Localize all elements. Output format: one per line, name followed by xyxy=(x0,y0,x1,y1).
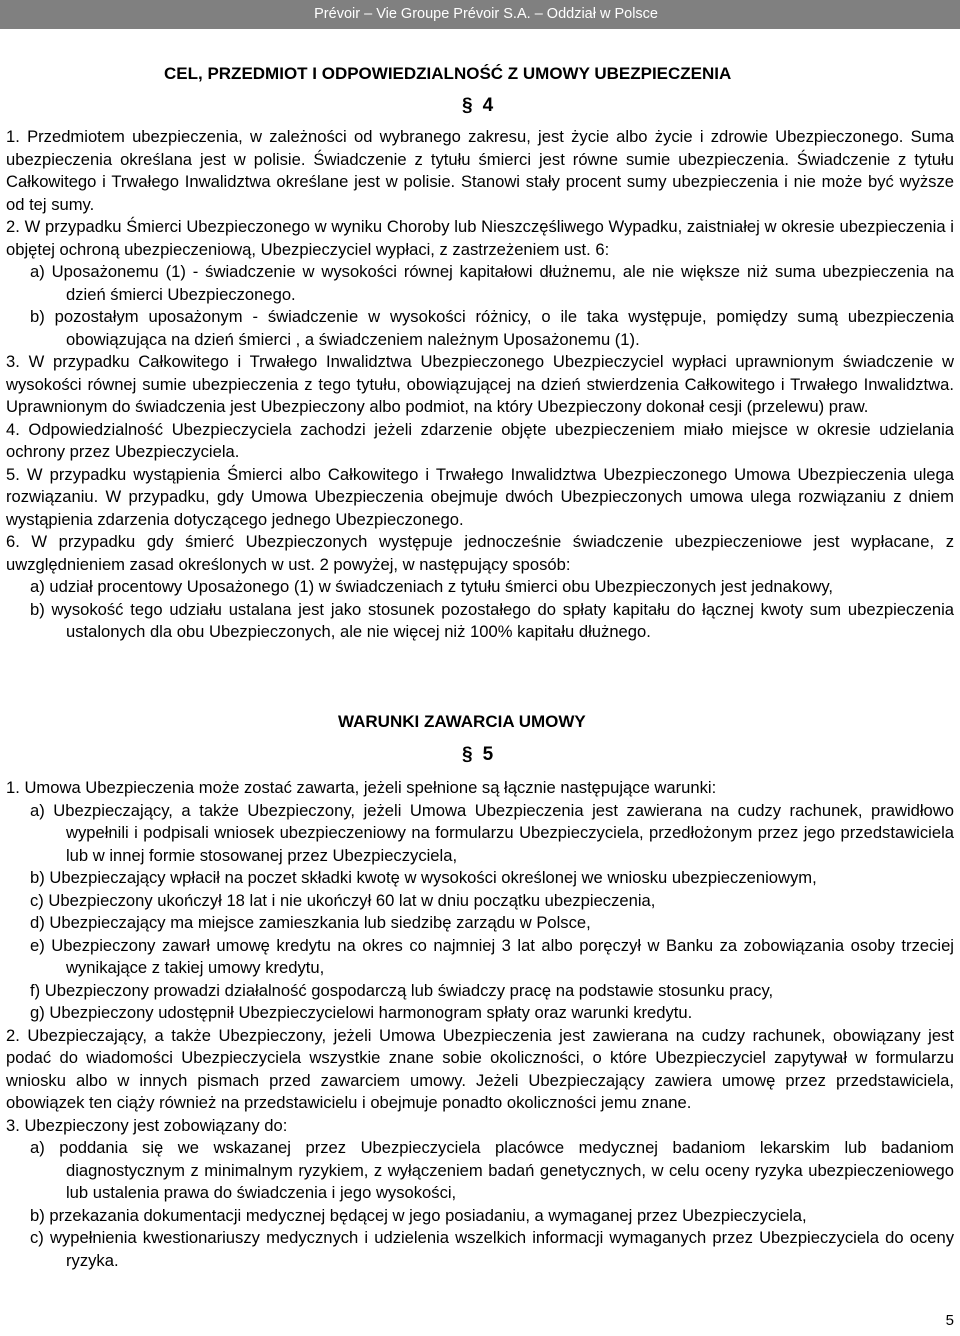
section-2-body xyxy=(0,777,960,1272)
clause-5-3: 3. Ubezpieczony jest zobowiązany do: xyxy=(6,1115,288,1135)
clause-2: 2. W przypadku Śmierci Ubezpieczonego w wyniku Choroby lub Nieszczęśliwego Wypadku, zaistniałej w okresie ubezpieczenia i objętej ochroną ubezpieczeniową, Ubezpieczyciel wypłaci, z zastrzeżeniem ust. 6: xyxy=(6,217,954,259)
clause-2a: a) Uposażonemu (1) - świadczenie w wysokości równej kapitałowi dłużnemu, ale nie większe niż suma ubezpieczenia na dzień śmierci Ubezpieczonego. xyxy=(30,262,954,304)
clause-5-3b: b) przekazania dokumentacji medycznej będącej w jego posiadaniu, a wymaganej przez Ubezpieczyciela, xyxy=(30,1205,807,1225)
clause-5-1c: c) Ubezpieczony ukończył 18 lat i nie ukończył 60 lat w dniu początku ubezpieczenia, xyxy=(30,890,656,910)
clause-5-1b: b) Ubezpieczający wpłacił na poczet składki kwotę w wysokości określonej we wniosku ubezpieczeniowym, xyxy=(30,868,817,887)
clause-5: 5. W przypadku wystąpienia Śmierci albo Całkowitego i Trwałego Inwalidztwa Ubezpieczonego Umowa Ubezpieczenia ulega rozwiązaniu. W przypadku, gdy Umowa Ubezpieczenia obejmuje dwóch Ubezpieczonych umowa ulega rozwiązaniu z dniem wystąpienia zdarzenia dotyczącego jednego Ubezpieczonego. xyxy=(6,464,954,529)
clause-6: 6. W przypadku gdy śmierć Ubezpieczonych występuje jednocześnie świadczenie ubezpieczeniowe jest wypłacane, z uwzględnieniem zasad określonych w ust. 2 powyżej, w następujący sposób: xyxy=(6,532,954,574)
clause-3: 3. W przypadku Całkowitego i Trwałego Inwalidztwa Ubezpieczonego Ubezpieczyciel wypłaci uprawnionym świadczenie w wysokości równej sumie ubezpieczenia z tego tytułu, obowiązującej na dzień stwierdzenia Całkowitego i Trwałego Inwalidztwa. Uprawnionym do świadczenia jest Ubezpieczony albo podmiot, na który Ubezpieczony dokonał cesji (przelewu) praw. xyxy=(6,352,954,416)
clause-5-1g: g) Ubezpieczony udostępnił Ubezpieczycielowi harmonogram spłaty oraz warunki kredytu. xyxy=(30,1003,693,1022)
section-number-5 xyxy=(462,744,493,766)
clause-2b: b) pozostałym uposażonym - świadczenie w wysokości różnicy, o ile taka występuje, pomiędzy sumą ubezpieczenia obowiązująca na dzień śmierci , a świadczeniem należnym Uposażonemu (1). xyxy=(30,307,954,349)
paragraph-symbol: § xyxy=(462,95,473,116)
section-1-body xyxy=(0,126,960,644)
clause-5-1d: d) Ubezpieczający ma miejsce zamieszkania lub siedzibę zarządu w Polsce, xyxy=(30,913,591,932)
document-header xyxy=(0,0,960,29)
clause-1: 1. Przedmiotem ubezpieczenia, w zależności od wybranego zakresu, jest życie albo życie i zdrowie Ubezpieczonego. Suma ubezpieczenia określana jest w polisie. Świadczenie z tytułu śmierci jest równe sumie ubezpieczenia. Świadczenie z tytułu Całkowitego i Trwałego Inwalidztwa określane jest w polisie. Stanowi stały procent sumy ubezpieczenia i nie może być wyższe od tej sumy. xyxy=(6,127,954,214)
section-heading-2: WARUNKI ZAWARCIA UMOWY xyxy=(338,712,586,731)
paragraph-symbol: § xyxy=(462,744,473,765)
section-heading-1: CEL, PRZEDMIOT I ODPOWIEDZIALNOŚĆ Z UMOWY UBEZPIECZENIA xyxy=(164,64,732,83)
section-number: 4 xyxy=(482,95,494,116)
clause-6b: b) wysokość tego udziału ustalana jest jako stosunek pozostałego do spłaty kapitału do łącznej kwoty sum ubezpieczenia ustalonych dla obu Ubezpieczonych, ale nie więcej niż 100% kapitału dłużnego. xyxy=(30,599,954,641)
section-number-4 xyxy=(462,95,493,117)
clause-5-1e: e) Ubezpieczony zawarł umowę kredytu na okres co najmniej 3 lat albo poręczył w Banku za zobowiązania osoby trzeciej wynikające z takiej umowy kredytu, xyxy=(30,935,954,977)
clause-6a: a) udział procentowy Uposażonego (1) w świadczeniach z tytułu śmierci obu Ubezpieczonych jest jednakowy, xyxy=(30,577,834,596)
clause-5-2: 2. Ubezpieczający, a także Ubezpieczony, jeżeli Umowa Ubezpieczenia jest zawierana na cudzy rachunek, obowiązany jest podać do wiadomości Ubezpieczyciela wszystkie znane sobie okoliczności, o które Ubezpieczyciel zapytywał w formularzu wniosku albo w innych pismach przed zawarciem umowy. Jeżeli Ubezpieczający zawiera umowę przez przedstawiciela, obowiązek ten ciąży również na przedstawicielu i obejmuje ponadto okoliczności jemu znane. xyxy=(6,1025,954,1112)
section-number: 5 xyxy=(482,744,494,765)
header-text: Prévoir – Vie Groupe Prévoir S.A. – Oddział w Polsce xyxy=(314,6,658,22)
clause-5-3c: c) wypełnienia kwestionariuszy medycznych i udzielenia wszelkich informacji wymaganych przez Ubezpieczyciela do oceny ryzyka. xyxy=(30,1228,954,1270)
clause-5-1f: f) Ubezpieczony prowadzi działalność gospodarczą lub świadczy pracę na podstawie stosunku pracy, xyxy=(30,980,774,1000)
page-number: 5 xyxy=(945,1312,954,1329)
clause-5-1: 1. Umowa Ubezpieczenia może zostać zawarta, jeżeli spełnione są łącznie następujące warunki: xyxy=(6,778,717,797)
clause-5-1a: a) Ubezpieczający, a także Ubezpieczony, jeżeli Umowa Ubezpieczenia jest zawierana na cudzy rachunek, prawidłowo wypełnili i podpisali wniosek ubezpieczeniowy na formularzu Ubezpieczyciela, przedłożonym przez jego przedstawiciela lub w innej formie stosowanej przez Ubezpieczyciela, xyxy=(30,800,954,865)
clause-4: 4. Odpowiedzialność Ubezpieczyciela zachodzi jeżeli zdarzenie objęte ubezpieczeniem miało miejsce w okresie udzielania ochrony przez Ubezpieczyciela. xyxy=(6,419,954,461)
clause-5-3a: a) poddania się we wskazanej przez Ubezpieczyciela placówce medycznej badaniom lekarskim lub badaniom diagnostycznym z minimalnym ryzykiem, z wyłączeniem badań genetycznych, w celu oceny ryzyka ubezpieczeniowego lub ustalenia prawa do świadczenia i jego wysokości, xyxy=(30,1138,954,1202)
